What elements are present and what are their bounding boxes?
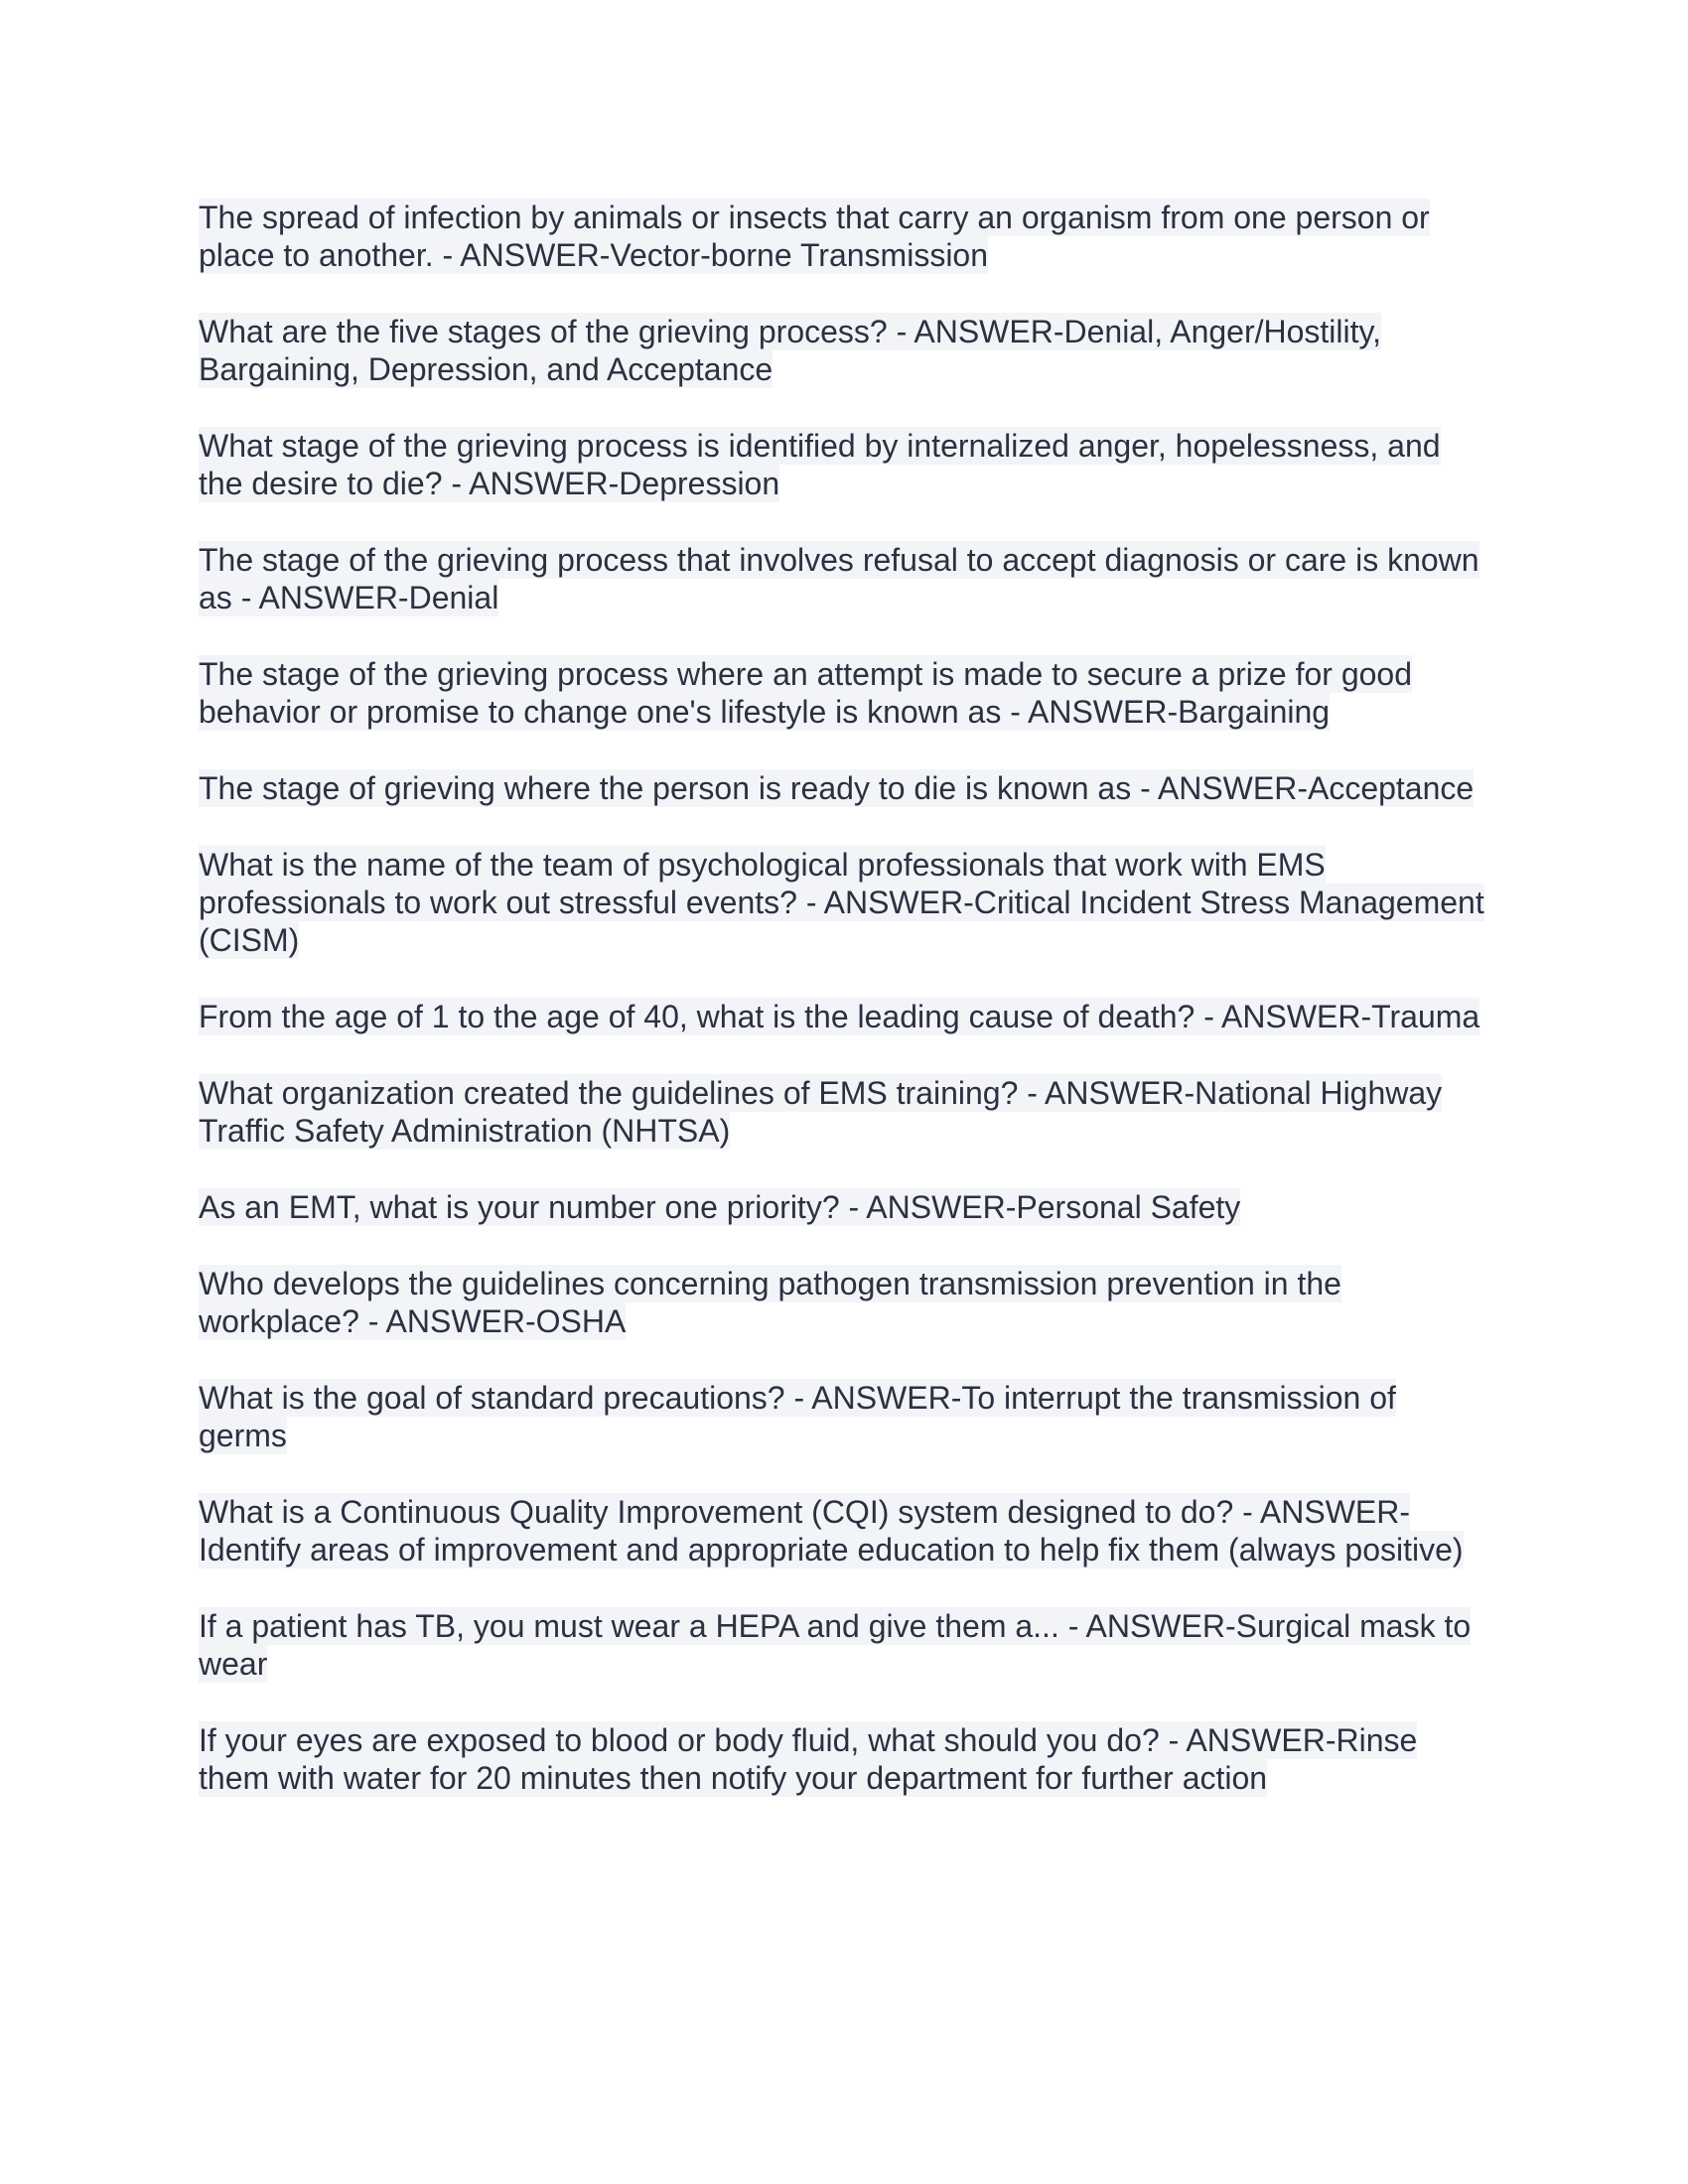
- qa-text: The stage of the grieving process that involves refusal to accept diagnosis or care is known as - ANSWER-Denial: [199, 542, 1479, 615]
- qa-item: [199, 655, 1489, 731]
- qa-item: [199, 541, 1489, 616]
- qa-item: [199, 1607, 1489, 1683]
- qa-text: Who develops the guidelines concerning pathogen transmission prevention in the workplace? - ANSWER-OSHA: [199, 1266, 1341, 1339]
- qa-text: The stage of grieving where the person is ready to die is known as - ANSWER-Acceptance: [199, 770, 1475, 806]
- qa-text: The stage of the grieving process where an attempt is made to secure a prize for good behavior or promise to change one's lifestyle is known as - ANSWER-Bargaining: [199, 656, 1412, 730]
- qa-text: What is the goal of standard precautions? - ANSWER-To interrupt the transmission of germs: [199, 1380, 1396, 1453]
- qa-text: What is the name of the team of psychological professionals that work with EMS professionals to work out stressful events? - ANSWER-Critical Incident Stress Management (CISM): [199, 847, 1484, 958]
- qa-text: If a patient has TB, you must wear a HEPA and give them a... - ANSWER-Surgical mask to wear: [199, 1608, 1472, 1682]
- qa-item: [199, 1379, 1489, 1454]
- qa-item: [199, 199, 1489, 274]
- qa-item: [199, 998, 1489, 1035]
- qa-item: [199, 846, 1489, 959]
- qa-text: What is a Continuous Quality Improvement (CQI) system designed to do? - ANSWER-Identify areas of improvement and appropriate education to help fix them (always positive): [199, 1494, 1464, 1568]
- qa-text: What stage of the grieving process is identified by internalized anger, hopelessness, and the desire to die? - ANSWER-Depression: [199, 428, 1441, 501]
- qa-text: What organization created the guidelines of EMS training? - ANSWER-National Highway Traffic Safety Administration (NHTSA): [199, 1075, 1443, 1149]
- qa-item: [199, 1493, 1489, 1569]
- qa-text: If your eyes are exposed to blood or body fluid, what should you do? - ANSWER-Rinse them with water for 20 minutes then notify your department for further action: [199, 1722, 1418, 1796]
- qa-item: [199, 1188, 1489, 1226]
- qa-item: [199, 1721, 1489, 1797]
- qa-item: [199, 427, 1489, 502]
- qa-item: [199, 1265, 1489, 1340]
- qa-text: As an EMT, what is your number one priority? - ANSWER-Personal Safety: [199, 1189, 1241, 1225]
- qa-list: [199, 199, 1489, 1836]
- qa-text: The spread of infection by animals or insects that carry an organism from one person or place to another. - ANSWER-Vector-borne Transmission: [199, 200, 1430, 273]
- qa-item: [199, 1074, 1489, 1150]
- qa-item: [199, 769, 1489, 807]
- qa-item: [199, 313, 1489, 388]
- qa-text: From the age of 1 to the age of 40, what is the leading cause of death? - ANSWER-Trauma: [199, 999, 1480, 1034]
- qa-text: What are the five stages of the grieving process? - ANSWER-Denial, Anger/Hostility, Bargaining, Depression, and Acceptance: [199, 314, 1382, 387]
